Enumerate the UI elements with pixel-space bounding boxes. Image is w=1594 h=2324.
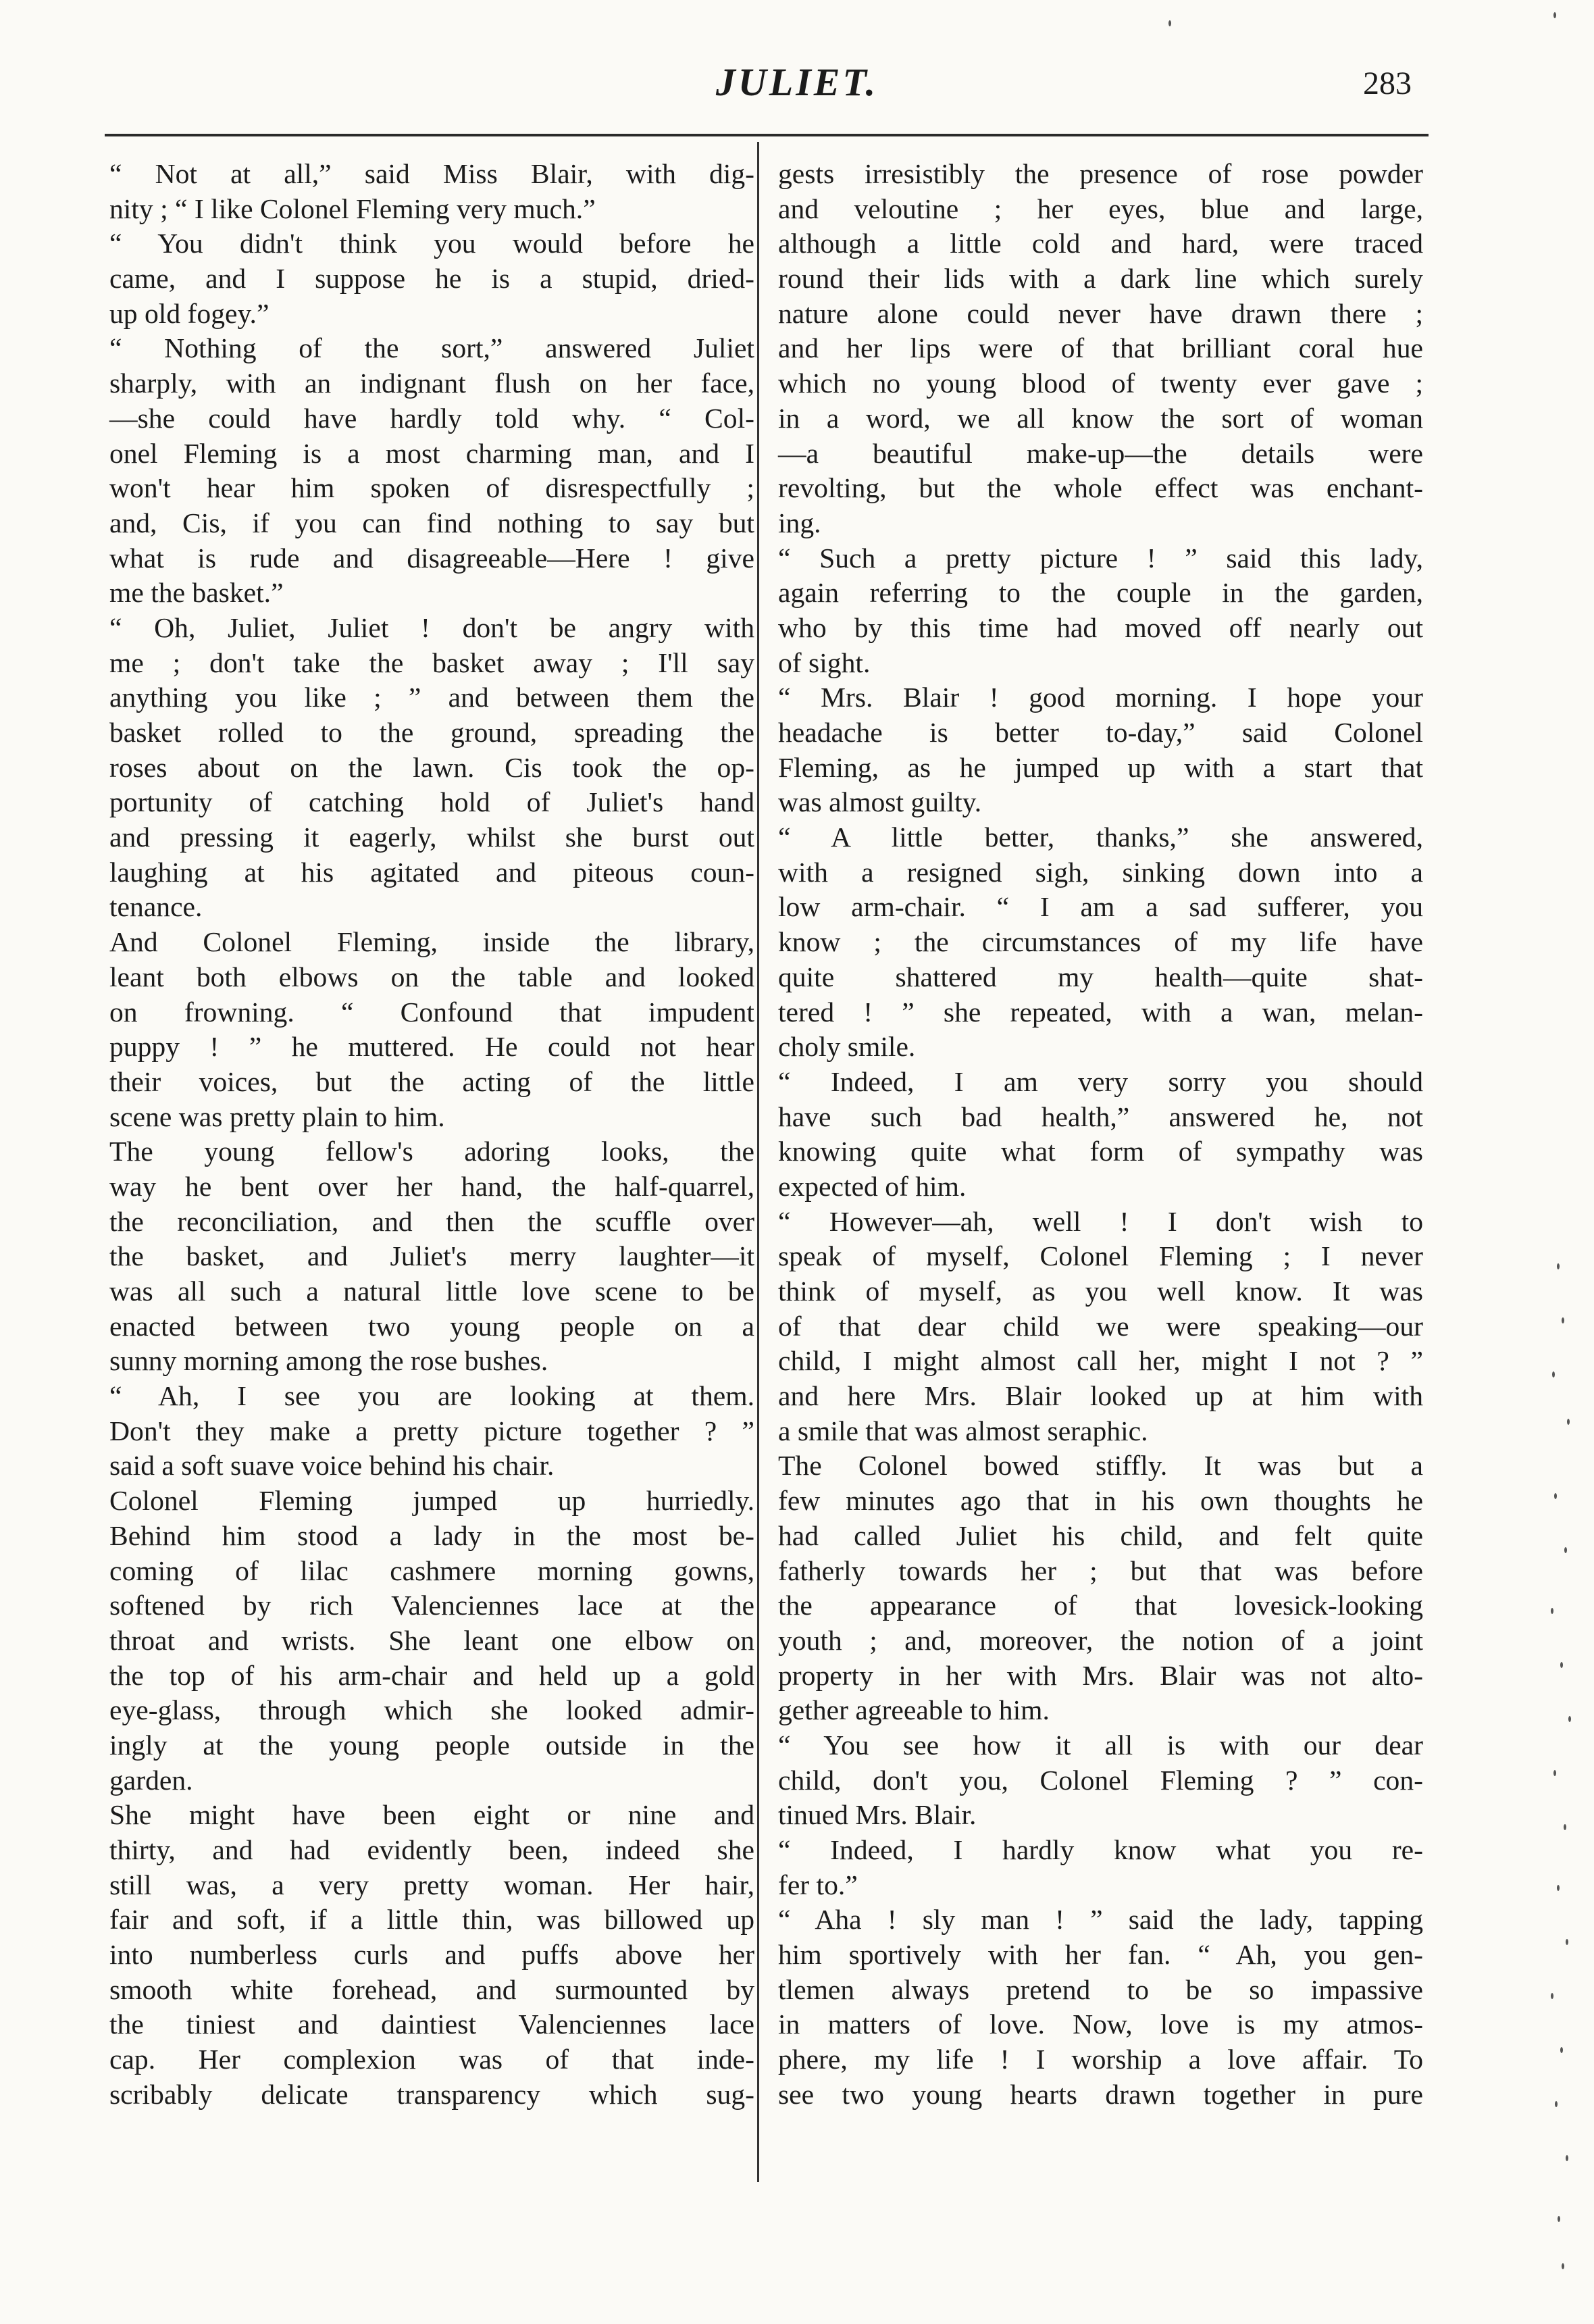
text-line: fatherly towards her ; but that was before <box>778 1555 1423 1586</box>
text-line: —a beautiful make-up—the details were <box>778 437 1423 469</box>
text-line: Colonel Fleming jumped up hurriedly. <box>109 1485 754 1517</box>
text-line: “ Mrs. Blair ! good morning. I hope your <box>778 682 1423 713</box>
speck <box>1564 1547 1567 1553</box>
text-line: still was, a very pretty woman. Her hair, <box>109 1869 754 1900</box>
text-line: throat and wrists. She leant one elbow on <box>109 1624 754 1656</box>
speck <box>1552 1371 1555 1378</box>
text-line: fer to.” <box>778 1869 858 1900</box>
text-line: scene was pretty plain to him. <box>109 1101 445 1132</box>
text-line: child, I might almost call her, might I not ? ” <box>778 1345 1423 1377</box>
text-line: ingly at the young people outside in the <box>109 1729 754 1761</box>
text-line: in a word, we all know the sort of woman <box>778 402 1423 434</box>
text-line: “ Oh, Juliet, Juliet ! don't be angry with <box>109 611 754 643</box>
speck <box>1555 2101 1558 2107</box>
text-line: gether agreeable to him. <box>778 1694 1050 1726</box>
text-line: portunity of catching hold of Juliet's hand <box>109 786 754 818</box>
text-line: enacted between two young people on a <box>109 1310 754 1342</box>
speck <box>1567 1419 1570 1425</box>
text-line: me ; don't take the basket away ; I'll say <box>109 647 754 678</box>
text-line: —she could have hardly told why. “ Col- <box>109 402 754 434</box>
speck <box>1566 2155 1568 2161</box>
header-rule <box>105 134 1429 136</box>
text-line: tenance. <box>109 891 203 923</box>
text-line: “ Ah, I see you are looking at them. <box>109 1380 754 1412</box>
text-line: onel Fleming is a most charming man, and I <box>109 437 754 469</box>
text-line: way he bent over her hand, the half-quarrel, <box>109 1170 754 1202</box>
text-line: youth ; and, moreover, the notion of a joint <box>778 1624 1423 1656</box>
text-line: the appearance of that lovesick-looking <box>778 1590 1423 1621</box>
text-line: on frowning. “ Confound that impudent <box>109 996 754 1028</box>
text-line: knowing quite what form of sympathy was <box>778 1136 1423 1167</box>
text-line: gests irresistibly the presence of rose powder <box>778 158 1423 189</box>
text-line: eye-glass, through which she looked admir- <box>109 1694 754 1726</box>
text-line: roses about on the lawn. Cis took the op- <box>109 751 754 783</box>
text-line: Don't they make a pretty picture together ? ” <box>109 1415 754 1446</box>
text-line: thirty, and had evidently been, indeed she <box>109 1834 754 1865</box>
text-line: said a soft suave voice behind his chair. <box>109 1450 555 1482</box>
text-line: with a resigned sigh, sinking down into a <box>778 856 1423 888</box>
text-line: “ Indeed, I am very sorry you should <box>778 1065 1423 1097</box>
text-line: and, Cis, if you can find nothing to say but <box>109 507 754 538</box>
text-line: have such bad health,” answered he, not <box>778 1101 1423 1132</box>
text-line: Fleming, as he jumped up with a start that <box>778 751 1423 783</box>
text-line: the top of his arm-chair and held up a gold <box>109 1659 754 1691</box>
text-line: again referring to the couple in the garden, <box>778 577 1423 609</box>
text-line: the basket, and Juliet's merry laughter—it <box>109 1240 754 1272</box>
text-line: basket rolled to the ground, spreading the <box>109 717 754 748</box>
text-line: “ Not at all,” said Miss Blair, with dig- <box>109 158 754 189</box>
text-line: few minutes ago that in his own thoughts he <box>778 1485 1423 1517</box>
text-line: nity ; “ I like Colonel Fleming very much.” <box>109 193 596 224</box>
column-divider <box>757 142 759 2182</box>
text-line: The young fellow's adoring looks, the <box>109 1136 754 1167</box>
page-number: 283 <box>1363 66 1412 101</box>
text-line: And Colonel Fleming, inside the library, <box>109 926 754 958</box>
text-line: laughing at his agitated and piteous coun- <box>109 856 754 888</box>
text-line: property in her with Mrs. Blair was not alto- <box>778 1659 1423 1691</box>
text-line: puppy ! ” he muttered. He could not hear <box>109 1031 754 1063</box>
page-header <box>0 53 1594 127</box>
text-line: expected of him. <box>778 1170 967 1202</box>
text-line: know ; the circumstances of my life have <box>778 926 1423 958</box>
text-line: “ However—ah, well ! I don't wish to <box>778 1205 1423 1237</box>
text-line: “ Indeed, I hardly know what you re- <box>778 1834 1423 1865</box>
speck <box>1557 1263 1560 1269</box>
text-line: “ Aha ! sly man ! ” said the lady, tapping <box>778 1904 1423 1936</box>
right-column <box>778 157 1423 2113</box>
text-line: which no young blood of twenty ever gave ; <box>778 368 1423 399</box>
text-line: him sportively with her fan. “ Ah, you gen- <box>778 1939 1423 1971</box>
text-line: softened by rich Valenciennes lace at the <box>109 1590 754 1621</box>
text-line: “ A little better, thanks,” she answered, <box>778 822 1423 853</box>
text-line: The Colonel bowed stiffly. It was but a <box>778 1450 1423 1482</box>
text-line: up old fogey.” <box>109 297 269 329</box>
speck <box>1551 1608 1553 1614</box>
speck <box>1557 1885 1560 1891</box>
text-line: round their lids with a dark line which surely <box>778 263 1423 295</box>
text-line: of sight. <box>778 647 871 678</box>
speck <box>1562 2263 1564 2269</box>
text-line: and here Mrs. Blair looked up at him with <box>778 1380 1423 1412</box>
speck <box>1566 1939 1568 1945</box>
text-line: the tiniest and daintiest Valenciennes lace <box>109 2009 754 2040</box>
speck <box>1560 2047 1563 2053</box>
text-line: “ You see how it all is with our dear <box>778 1729 1423 1761</box>
speck <box>1564 1824 1566 1830</box>
text-line: into numberless curls and puffs above her <box>109 1939 754 1971</box>
speck <box>1554 1493 1557 1499</box>
text-line: and pressing it eagerly, whilst she burst out <box>109 822 754 853</box>
speck <box>1553 1770 1556 1776</box>
text-line: sharply, with an indignant flush on her face, <box>109 368 754 399</box>
text-line: “ Nothing of the sort,” answered Juliet <box>109 332 754 364</box>
text-line: who by this time had moved off nearly out <box>778 611 1423 643</box>
text-line: scribably delicate transparency which sug- <box>109 2078 754 2110</box>
speck <box>1558 2216 1560 2222</box>
text-line: and her lips were of that brilliant coral hue <box>778 332 1423 364</box>
text-line: what is rude and disagreeable—Here ! give <box>109 542 754 574</box>
text-line: was all such a natural little love scene to be <box>109 1275 754 1307</box>
text-line: tlemen always pretend to be so impassive <box>778 1973 1423 2005</box>
text-line: phere, my life ! I worship a love affair. To <box>778 2044 1423 2075</box>
text-line: in matters of love. Now, love is my atmos- <box>778 2009 1423 2040</box>
text-line: and veloutine ; her eyes, blue and large, <box>778 193 1423 224</box>
text-line: coming of lilac cashmere morning gowns, <box>109 1555 754 1586</box>
text-line: revolting, but the whole effect was enchant- <box>778 472 1423 504</box>
text-line: smooth white forehead, and surmounted by <box>109 1973 754 2005</box>
text-line: She might have been eight or nine and <box>109 1799 754 1831</box>
text-line: Behind him stood a lady in the most be- <box>109 1519 754 1551</box>
text-line: was almost guilty. <box>778 786 982 818</box>
speck <box>1553 12 1556 18</box>
text-line: had called Juliet his child, and felt quite <box>778 1519 1423 1551</box>
speck <box>1568 1716 1571 1722</box>
text-line: their voices, but the acting of the little <box>109 1065 754 1097</box>
text-line: think of myself, as you well know. It was <box>778 1275 1423 1307</box>
text-line: fair and soft, if a little thin, was billowed up <box>109 1904 754 1936</box>
text-line: nature alone could never have drawn there ; <box>778 297 1423 329</box>
text-line: me the basket.” <box>109 577 284 609</box>
text-line: a smile that was almost seraphic. <box>778 1415 1148 1446</box>
text-line: low arm-chair. “ I am a sad sufferer, you <box>778 891 1423 923</box>
speck <box>1168 20 1171 26</box>
text-line: speak of myself, Colonel Fleming ; I never <box>778 1240 1423 1272</box>
text-line: the reconciliation, and then the scuffle over <box>109 1205 754 1237</box>
text-line: child, don't you, Colonel Fleming ? ” con- <box>778 1764 1423 1796</box>
text-line: quite shattered my health—quite shat- <box>778 961 1423 992</box>
text-line: “ Such a pretty picture ! ” said this lady, <box>778 542 1423 574</box>
text-line: came, and I suppose he is a stupid, dried- <box>109 263 754 295</box>
text-line: tered ! ” she repeated, with a wan, melan- <box>778 996 1423 1028</box>
text-line: won't hear him spoken of disrespectfully ; <box>109 472 754 504</box>
left-column <box>109 157 754 2113</box>
text-line: choly smile. <box>778 1031 916 1063</box>
speck <box>1551 1993 1553 1999</box>
text-line: ing. <box>778 507 821 538</box>
text-line: sunny morning among the rose bushes. <box>109 1345 548 1377</box>
running-title: JULIET. <box>715 60 879 104</box>
text-line: tinued Mrs. Blair. <box>778 1799 977 1831</box>
text-line: although a little cold and hard, were traced <box>778 228 1423 259</box>
text-line: cap. Her complexion was of that inde- <box>109 2044 754 2075</box>
text-line: see two young hearts drawn together in pure <box>778 2078 1423 2110</box>
speck <box>1562 1317 1564 1323</box>
text-line: “ You didn't think you would before he <box>109 228 754 259</box>
text-line: anything you like ; ” and between them the <box>109 682 754 713</box>
text-line: garden. <box>109 1764 193 1796</box>
speck <box>1560 1662 1563 1668</box>
text-line: of that dear child we were speaking—our <box>778 1310 1423 1342</box>
text-line: headache is better to-day,” said Colonel <box>778 717 1423 748</box>
text-line: leant both elbows on the table and looked <box>109 961 754 992</box>
